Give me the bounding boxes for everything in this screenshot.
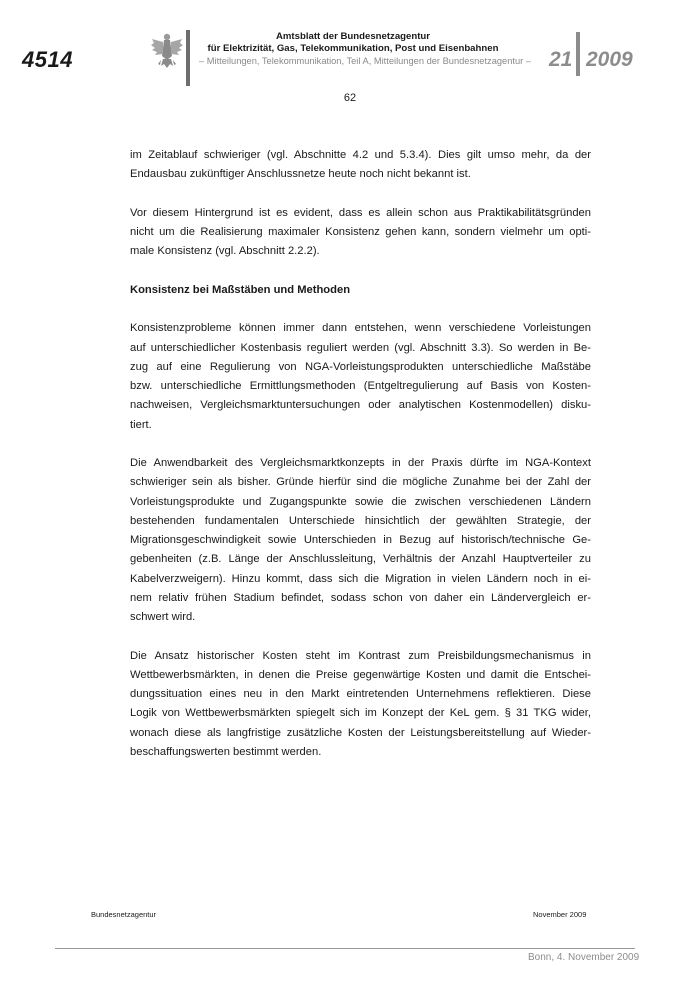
text-line: Vorleistungsprodukte und Zugangspunkte sowie die zwischen verschiedenen Ländern bbox=[130, 495, 591, 508]
text-line: Logik von Wettbewerbsmärkten spiegelt sich im Konzept der KeL gem. § 31 TKG wider, bbox=[130, 707, 591, 720]
paragraph-3 bbox=[130, 319, 591, 435]
text-line: zug auf eine Regulierung von NGA-Vorleistungsprodukten unterschiedliche Maßstäbe bbox=[130, 360, 591, 373]
text-line: Die Anwendbarkeit des Vergleichsmarktkonzepts in der Praxis dürfte im NGA-Kontext bbox=[130, 457, 591, 469]
inner-page-number: 62 bbox=[343, 92, 357, 104]
text-line: bestehenden fundamentalen Unterschiede hinsichtlich der gewählten Strategie, der bbox=[130, 514, 591, 527]
text-line: nem relativ frühen Stadium befindet, sodass schon von daher ein Ländervergleich er- bbox=[130, 591, 591, 604]
text-line: bzw. unterschiedliche Ermittlungsmethoden (Entgeltregulierung auf Basis von Kosten- bbox=[130, 380, 591, 392]
publication-date: Bonn, 4. November 2009 bbox=[528, 952, 640, 963]
journal-title-line2: für Elektrizität, Gas, Telekommunikation, Post und Eisenbahnen bbox=[207, 43, 499, 54]
text-line: dungssituation eines neu in den Markt eintretenden Unternehmens reflektieren. Diese bbox=[130, 688, 591, 700]
journal-title-line1: Amtsblatt der Bundesnetzagentur bbox=[275, 31, 431, 42]
text-line: nicht um die Realisierung maximaler Konsistenz gehen kann, sondern vielmehr um opti- bbox=[130, 226, 591, 238]
text-line: Kabelverzweigern). Hinzu kommt, dass sich die Migration in vielen Ländern noch in ei- bbox=[130, 572, 591, 585]
text-line: auf unterschiedlicher Kostenbasis reguliert werden (vgl. Abschnitt 3.3). So werden in Be- bbox=[130, 341, 591, 354]
paragraph-4 bbox=[130, 454, 591, 627]
journal-subtitle: – Mitteilungen, Telekommunikation, Teil A, Mitteilungen der Bundesnetzagentur – bbox=[199, 56, 531, 66]
text-line: Die Ansatz historischer Kosten steht im Kontrast zum Preisbildungsmechanismus in bbox=[130, 649, 591, 662]
text-line: tiert. bbox=[130, 418, 152, 431]
issue-year: 2009 bbox=[586, 48, 633, 71]
section-heading: Konsistenz bei Maßstäben und Methoden bbox=[130, 283, 351, 296]
text-line: schwieriger sein als bisher. Gründe hierfür sind die mögliche Zunahme bei der Zahl der bbox=[130, 476, 591, 489]
issue-number: 21 bbox=[549, 48, 573, 71]
text-line: gebenheiten (z.B. Länge der Anschlussleitung, Verhältnis der Anzahl Hauptverteiler zu bbox=[130, 553, 591, 566]
text-line: Konsistenzprobleme können immer dann entstehen, wenn verschiedene Vorleistungen bbox=[130, 322, 591, 335]
bottom-rule bbox=[55, 948, 635, 949]
text-line: male Konsistenz (vgl. Abschnitt 2.2.2). bbox=[130, 245, 320, 258]
text-line: schwert wird. bbox=[130, 611, 196, 623]
paragraph-1: im Zeitablauf schwieriger (vgl. Abschnitte 4.2 und 5.3.4). Dies gilt umso mehr, da der Endausbau zukünftiger Anschlussnetze heute noch nicht bekannt ist. bbox=[130, 149, 591, 181]
text-line: beschaffungswerten bestimmt werden. bbox=[130, 745, 322, 758]
paragraph-2 bbox=[130, 204, 591, 262]
footer-date: November 2009 bbox=[533, 910, 587, 919]
document-body bbox=[130, 146, 591, 781]
text-line: Wettbewerbsmärkten, in denen die Preise gegenwärtige Kosten und damit die Entschei- bbox=[130, 668, 591, 681]
text-line: Migrationsgeschwindigkeit sowie Unterschieden in Bezug auf historisch/technische Ge- bbox=[130, 534, 591, 546]
text-line: Vor diesem Hintergrund ist es evident, dass es allein schon aus Praktikabilitätsgründen bbox=[130, 206, 591, 219]
federal-eagle-icon bbox=[150, 30, 184, 70]
text-line: wonach diese als langfristige zusätzliche Kosten der Leistungsbereitstellung auf Wieder- bbox=[130, 726, 591, 739]
paragraph-5 bbox=[130, 647, 591, 763]
issue-divider bbox=[576, 32, 580, 76]
text-line: nachweisen, Vergleichsmarktuntersuchungen oder analytischen Kostenmodellen) disku- bbox=[130, 399, 591, 412]
footer-publisher: Bundesnetzagentur bbox=[91, 910, 157, 919]
page-number: 4514 bbox=[22, 47, 73, 72]
